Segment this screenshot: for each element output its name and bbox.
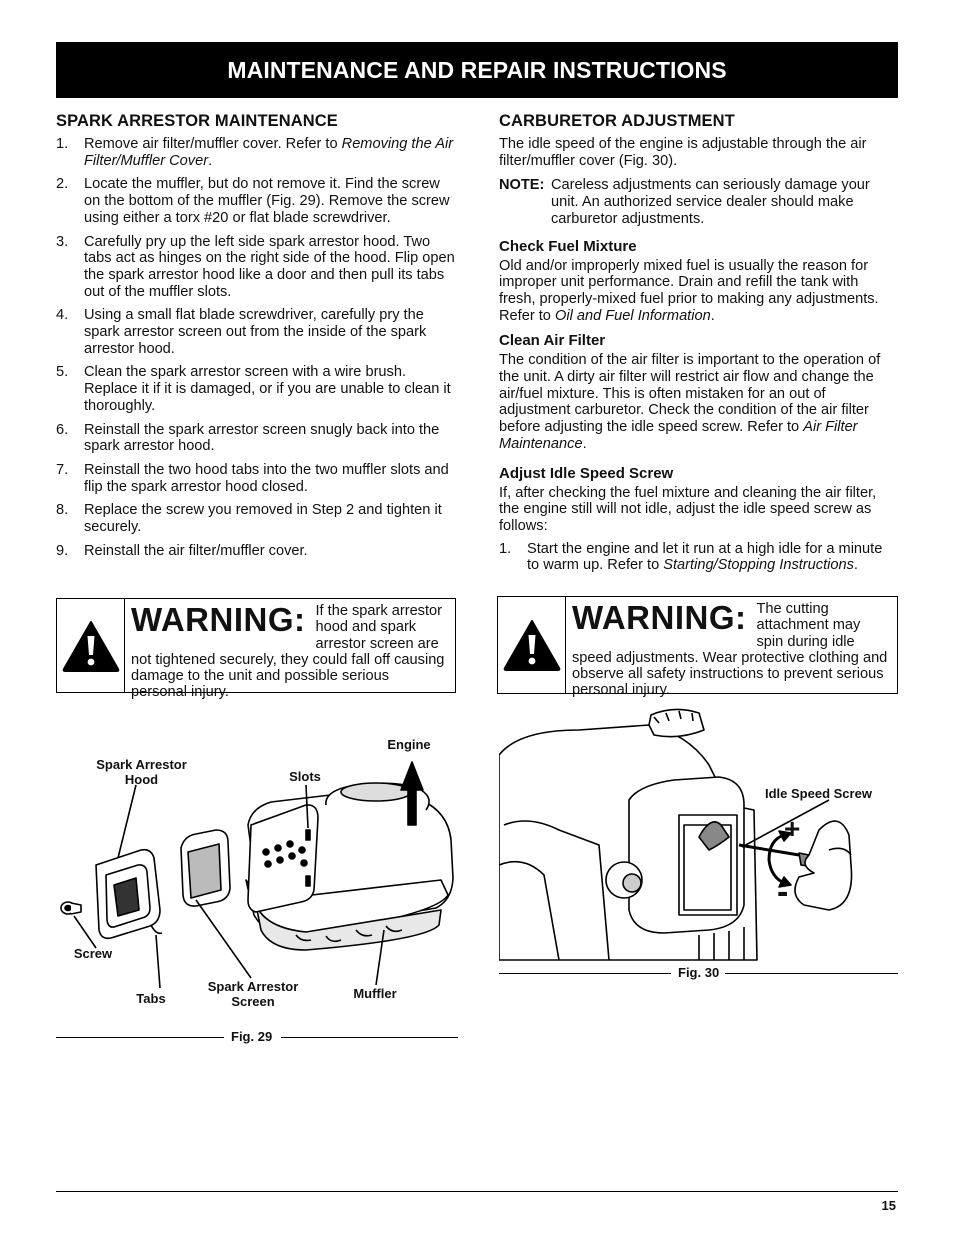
carburetor-section	[499, 112, 898, 581]
figure-30	[499, 705, 898, 985]
idle-speed-intro: If, after checking the fuel mixture and cleaning the air filter, the engine still will not idle, adjust the idle speed screw as follows:	[499, 484, 877, 534]
warning-rest: during idle speed adjustments. Wear protective clothing and observe all safety instructions to prevent serious personal injury.	[572, 633, 888, 699]
minus-sign: -	[777, 873, 789, 911]
list-item: 9. Reinstall the air filter/muffler cover.	[56, 542, 308, 559]
page-number: 15	[881, 1198, 896, 1213]
warning-word: WARNING:	[131, 601, 306, 638]
label-idle-speed-screw: Idle Speed Screw	[765, 786, 872, 801]
warning-first-line: The cutting attachment may spin	[756, 601, 861, 650]
list-item: 4. Using a small flat blade screwdriver, carefully pry the spark arrestor screen out from the inside of the spark arrestor hood.	[56, 307, 427, 357]
figure-caption: Fig. 29	[231, 1029, 273, 1044]
list-item: 5. Clean the spark arrestor screen with a wire brush. Replace it if it is damaged, or if you are unable to clean it thoroughly.	[56, 364, 451, 414]
figure-caption-rule	[281, 1037, 458, 1038]
label-spark-arrestor-hood: Spark Arrestor Hood	[96, 757, 187, 787]
plus-sign: +	[784, 813, 801, 844]
warning-word: WARNING:	[572, 599, 747, 636]
list-item: 1. Start the engine and let it run at a high idle for a minute to warm up. Refer to Starting/Stopping Instructions.	[499, 540, 883, 574]
carb-section-title: CARBURETOR ADJUSTMENT	[499, 112, 735, 130]
warning-triangle-icon	[503, 619, 561, 671]
idle-steps-list	[499, 541, 898, 574]
note-label: NOTE:	[499, 177, 545, 194]
note-block	[499, 177, 898, 227]
footer-rule	[56, 1191, 898, 1192]
page-title: MAINTENANCE AND REPAIR INSTRUCTIONS	[227, 56, 727, 83]
list-item: 1. Remove air filter/muffler cover. Refer to Removing the Air Filter/Muffler Cover.	[56, 136, 454, 169]
figure-caption-rule	[725, 973, 898, 974]
warning-text	[566, 597, 897, 699]
label-muffler: Muffler	[353, 986, 397, 1001]
label-screw: Screw	[73, 946, 113, 961]
note-text: Careless adjustments can seriously damage your unit. An authorized service dealer should make carburetor adjustments.	[551, 177, 870, 227]
label-tabs: Tabs	[136, 991, 166, 1006]
label-slots: Slots	[289, 769, 321, 784]
figure-caption-rule	[56, 1037, 224, 1038]
warning-icon-cell	[498, 597, 566, 693]
label-engine: Engine	[387, 737, 431, 752]
figure-29	[56, 730, 458, 1045]
warning-box-right	[497, 596, 898, 699]
list-item: 7. Reinstall the two hood tabs into the two muffler slots and flip the spark arrestor hood closed.	[56, 461, 449, 495]
list-item: 3. Carefully pry up the left side spark arrestor hood. Two tabs act as hinges on the right side of the hood. Flip open the spark arrestor hood like a door and then pull its tabs out of the muffler slots.	[56, 233, 455, 300]
spark-arrestor-section	[56, 112, 458, 566]
fuel-mixture-heading: Check Fuel Mixture	[499, 237, 637, 255]
carb-intro: The idle speed of the engine is adjustable through the air filter/muffler cover (Fig. 30).	[499, 136, 867, 169]
list-item: 6. Reinstall the spark arrestor screen snugly back into the spark arrestor hood.	[56, 421, 440, 455]
warning-first-line: If the spark arrestor hood and spark	[315, 603, 443, 636]
fuel-mixture-text: Old and/or improperly mixed fuel is usually the reason for improper unit performance. Drain and refill the tank with fresh, properly-mixed fuel prior to making any adjustments. Refer to Oil and Fuel Information.	[499, 257, 879, 324]
idle-speed-heading: Adjust Idle Speed Screw	[499, 464, 674, 482]
warning-text	[125, 599, 455, 701]
spark-steps-list	[56, 136, 458, 559]
list-item: 8. Replace the screw you removed in Step 2 and tighten it securely.	[56, 502, 442, 536]
warning-triangle-icon	[62, 620, 120, 672]
air-filter-heading: Clean Air Filter	[499, 332, 606, 350]
warning-icon-cell	[57, 599, 125, 692]
spark-section-title: SPARK ARRESTOR MAINTENANCE	[56, 112, 338, 130]
page-header	[56, 42, 898, 98]
figure-caption-rule	[499, 973, 671, 974]
list-item: 2. Locate the muffler, but do not remove it. Find the screw on the bottom of the muffler (Fig. 29). Remove the screw using either a torx #20 or flat blade screwdriver.	[56, 176, 450, 226]
carburetor-illustration	[499, 705, 898, 965]
label-spark-arrestor-screen: Spark Arrestor Screen	[207, 979, 299, 1009]
air-filter-text: The condition of the air filter is important to the operation of the unit. A dirty air filter will restrict air flow and change the air/fuel mixture. This is often mistaken for an out of adjustment carburetor. Check the condition of the air filter before adjusting the idle speed screw. Refer to Air Filter Maintenance.	[499, 352, 881, 452]
warning-rest: arrestor screen are not tightened securely, they could fall off causing damage to the unit and possible serious personal injury.	[131, 635, 445, 701]
warning-box-left	[56, 598, 456, 701]
figure-caption: Fig. 30	[678, 965, 720, 980]
